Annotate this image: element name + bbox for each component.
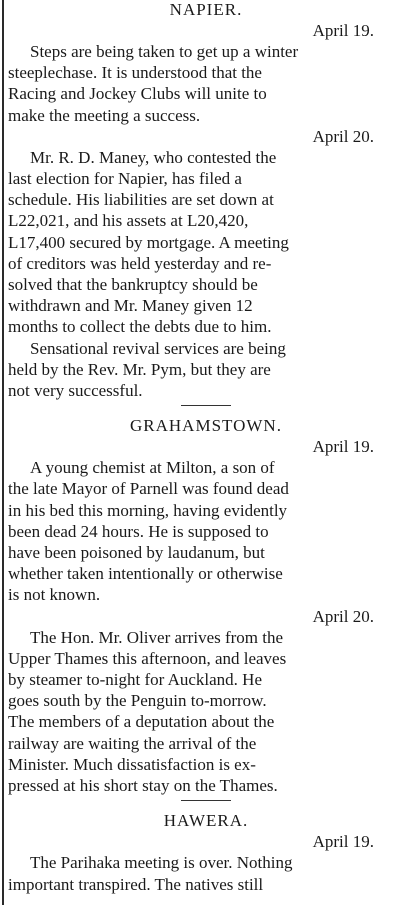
newspaper-column [8,0,404,895]
section-heading: NAPIER. [169,0,243,19]
section-divider [181,405,231,406]
dateline: April 19. [312,21,374,40]
section-napier [8,0,404,406]
article-paragraph: The Parihaka meeting is over. Nothing important transpired. The natives still [8,853,293,894]
dateline: April 20. [312,126,374,146]
dateline: April 19. [312,832,374,852]
column-rule [2,0,4,905]
article-paragraph: Steps are being taken to get up a winter steeplechase. It is understood that the Racing and Jockey Clubs will unite to make the meeting a success. [8,42,299,125]
section-divider [181,800,231,801]
article-paragraph: Mr. R. D. Maney, who contested the last election for Napier, has filed a schedule. His liabilities are set down at L22,021, and his assets at L20,420, L17,400 secured by mortgage. A meeting of creditors was held yesterday and re- solved that the bankruptcy should be withdrawn and Mr. Maney given 12 months to collect the debts due to him. [8,147,289,337]
section-hawera [8,811,404,894]
dateline: April 20. [312,606,374,626]
article-paragraph: A young chemist at Milton, a son of the late Mayor of Parnell was found dead in his bed this morning, having evidently been dead 24 hours. He is supposed to have been poisoned by laudanum, but whether taken intentionally or otherwise is not known. [8,458,289,605]
dateline: April 19. [312,437,374,457]
section-heading: HAWERA. [163,811,249,831]
article-paragraph: Sensational revival services are being held by the Rev. Mr. Pym, but they are not very successful. [8,338,286,401]
section-heading: GRAHAMSTOWN. [130,416,282,436]
article-paragraph: The Hon. Mr. Oliver arrives from the Upper Thames this afternoon, and leaves by steamer to-night for Auckland. He goes south by the Penguin to-morrow. The members of a deputation about the railway are waiting the arrival of the Minister. Much dissatisfaction is ex- pressed at his short stay on the Thames. [8,627,287,796]
section-grahamstown [8,416,404,801]
